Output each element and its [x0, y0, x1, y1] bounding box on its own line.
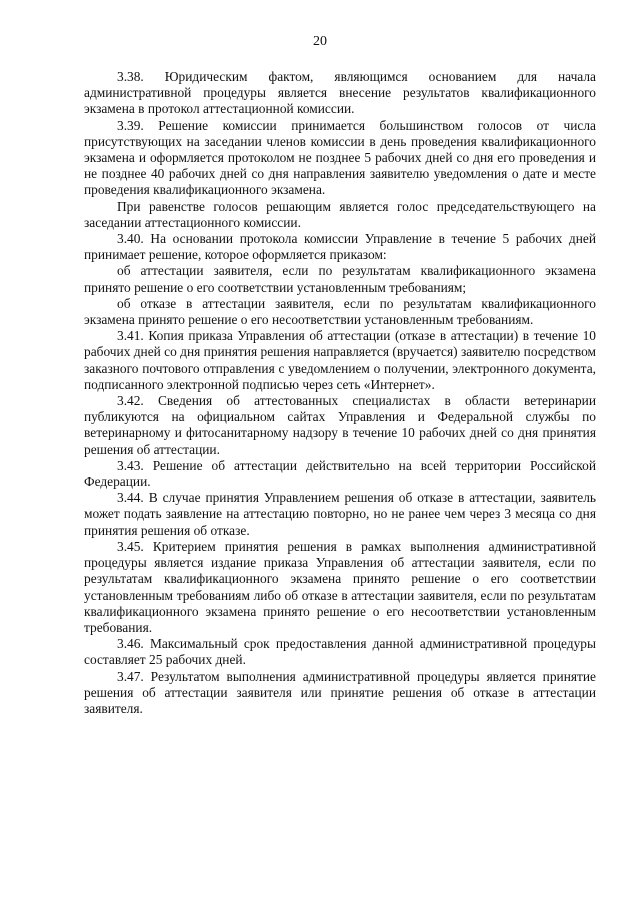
paragraph-3-42: 3.42. Сведения об аттестованных специалистах в области ветеринарии публикуются на официальном сайтах Управления и Федеральной службы по ветеринарному и фитосанитарному надзору в течение 10 рабочих дней со дня принятия решения об аттестации.	[84, 393, 596, 457]
paragraph-3-45: 3.45. Критерием принятия решения в рамках выполнения административной процедуры является издание приказа Управления об аттестации заявителя, если по результатам квалификационного экзамена принято решение о его соответствии установленным требованиям либо об отказе в аттестации заявителя, если по результатам квалификационного экзамена принято решение о его несоответствии установленным требования.	[84, 538, 596, 635]
paragraph-3-41: 3.41. Копия приказа Управления об аттестации (отказе в аттестации) в течение 10 рабочих дней со дня принятия решения направляется (вручается) заявителю посредством заказного почтового отправления с уведомлением о получении, электронного документа, подписанного электронной подписью через сеть «Интернет».	[84, 328, 597, 392]
paragraph-3-40: 3.40. На основании протокола комиссии Управление в течение 5 рабочих дней принимает решение, которое оформляется приказом:	[84, 231, 596, 263]
paragraph-3-47: 3.47. Результатом выполнения административной процедуры является принятие решения об аттестации заявителя или принятие решения об отказе в аттестации заявителя.	[84, 668, 596, 716]
paragraph-3-40-attestation: об аттестации заявителя, если по результатам квалификационного экзамена принято решение о его соответствии установленным требованиям;	[84, 263, 596, 295]
document-body	[84, 69, 596, 717]
paragraph-3-43: 3.43. Решение об аттестации действительно на всей территории Российской Федерации.	[84, 457, 596, 490]
paragraph-3-46: 3.46. Максимальный срок предоставления данной административной процедуры составляет 25 рабочих дней.	[84, 636, 596, 668]
paragraph-3-44: 3.44. В случае принятия Управлением решения об отказе в аттестации, заявитель может подать заявление на аттестацию повторно, но не ранее чем через 3 месяца со дня принятия решения об отказе.	[84, 490, 596, 538]
page-number: 20	[313, 34, 327, 49]
paragraph-3-40-refusal: об отказе в аттестации заявителя, если по результатам квалификационного экзамена принято решение о его несоответствии установленным требованиям.	[84, 295, 596, 328]
paragraph-3-38: 3.38. Юридическим фактом, являющимся основанием для начала административной процедуры является внесение результатов квалификационного экзамена в протокол аттестационной комиссии.	[84, 69, 596, 117]
paragraph-3-39-tie-rule: При равенстве голосов решающим является голос председательствующего на заседании аттестационного комиссии.	[84, 198, 596, 230]
paragraph-3-39: 3.39. Решение комиссии принимается большинством голосов от числа присутствующих на заседании членов комиссии в день проведения квалификационного экзамена и оформляется протоколом не позднее 5 рабочих дней со дня его проведения и не позднее 40 рабочих дней со дня направления заявителю уведомления о дате и месте проведения квалификационного экзамена.	[84, 117, 596, 198]
